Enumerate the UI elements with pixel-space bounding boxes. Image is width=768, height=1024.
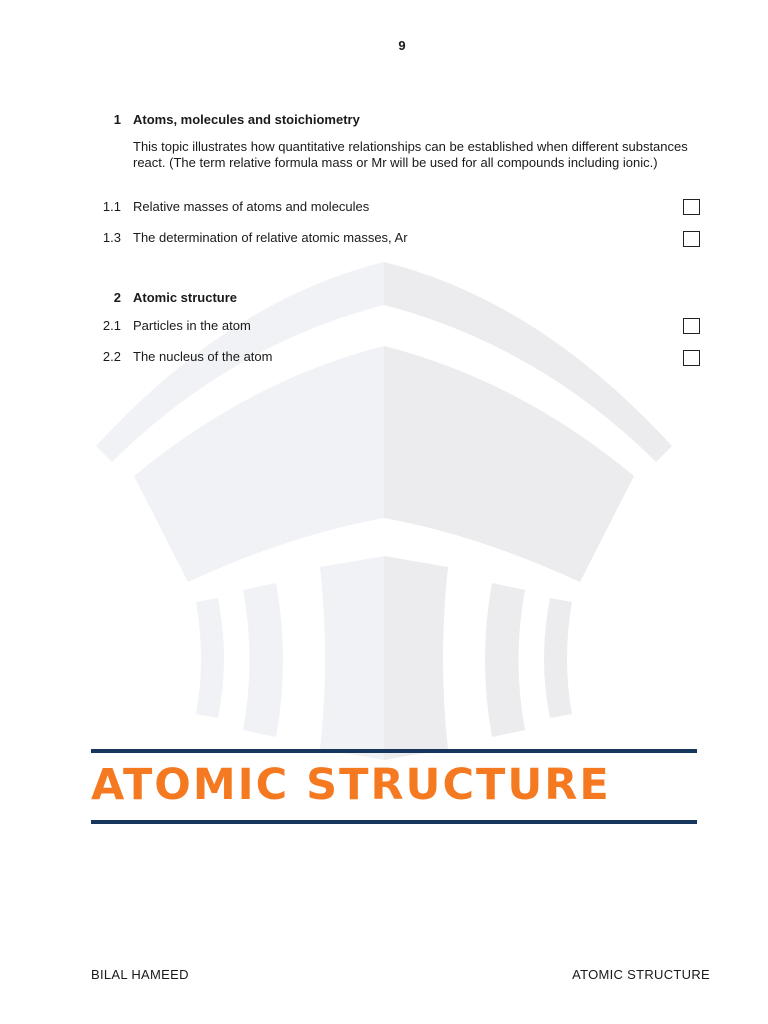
topic-row	[0, 318, 768, 338]
topic-label: The nucleus of the atom	[133, 349, 273, 364]
section-heading	[0, 112, 768, 132]
topic-checkbox[interactable]	[683, 318, 700, 334]
banner-top-rule	[91, 749, 697, 753]
chapter-banner-title: ATOMIC STRUCTURE	[91, 760, 611, 810]
topic-label: The determination of relative atomic masses, Ar	[133, 230, 408, 245]
section-number: 1	[113, 112, 121, 127]
section-title: Atoms, molecules and stoichiometry	[133, 112, 360, 127]
topic-number: 2.2	[102, 349, 121, 364]
section-description: This topic illustrates how quantitative relationships can be established when different substances react. (The term relative formula mass or Mr will be used for all compounds including ionic.)	[133, 139, 688, 170]
topic-row	[0, 230, 768, 250]
topic-number: 1.3	[102, 230, 121, 245]
section-title: Atomic structure	[133, 290, 238, 305]
topic-label: Particles in the atom	[133, 318, 251, 333]
footer-author: BILAL HAMEED	[91, 967, 189, 982]
topic-row	[0, 349, 768, 369]
topic-checkbox[interactable]	[683, 350, 700, 366]
topic-number: 1.1	[102, 199, 121, 214]
topic-row	[0, 199, 768, 219]
footer-chapter: ATOMIC STRUCTURE	[572, 967, 710, 982]
topic-checkbox[interactable]	[683, 199, 700, 215]
section-heading	[0, 290, 768, 310]
section-number: 2	[113, 290, 121, 305]
topic-number: 2.1	[102, 318, 121, 333]
page-number: 9	[398, 38, 406, 53]
topic-checkbox[interactable]	[683, 231, 700, 247]
banner-bottom-rule	[91, 820, 697, 824]
topic-label: Relative masses of atoms and molecules	[133, 199, 370, 214]
